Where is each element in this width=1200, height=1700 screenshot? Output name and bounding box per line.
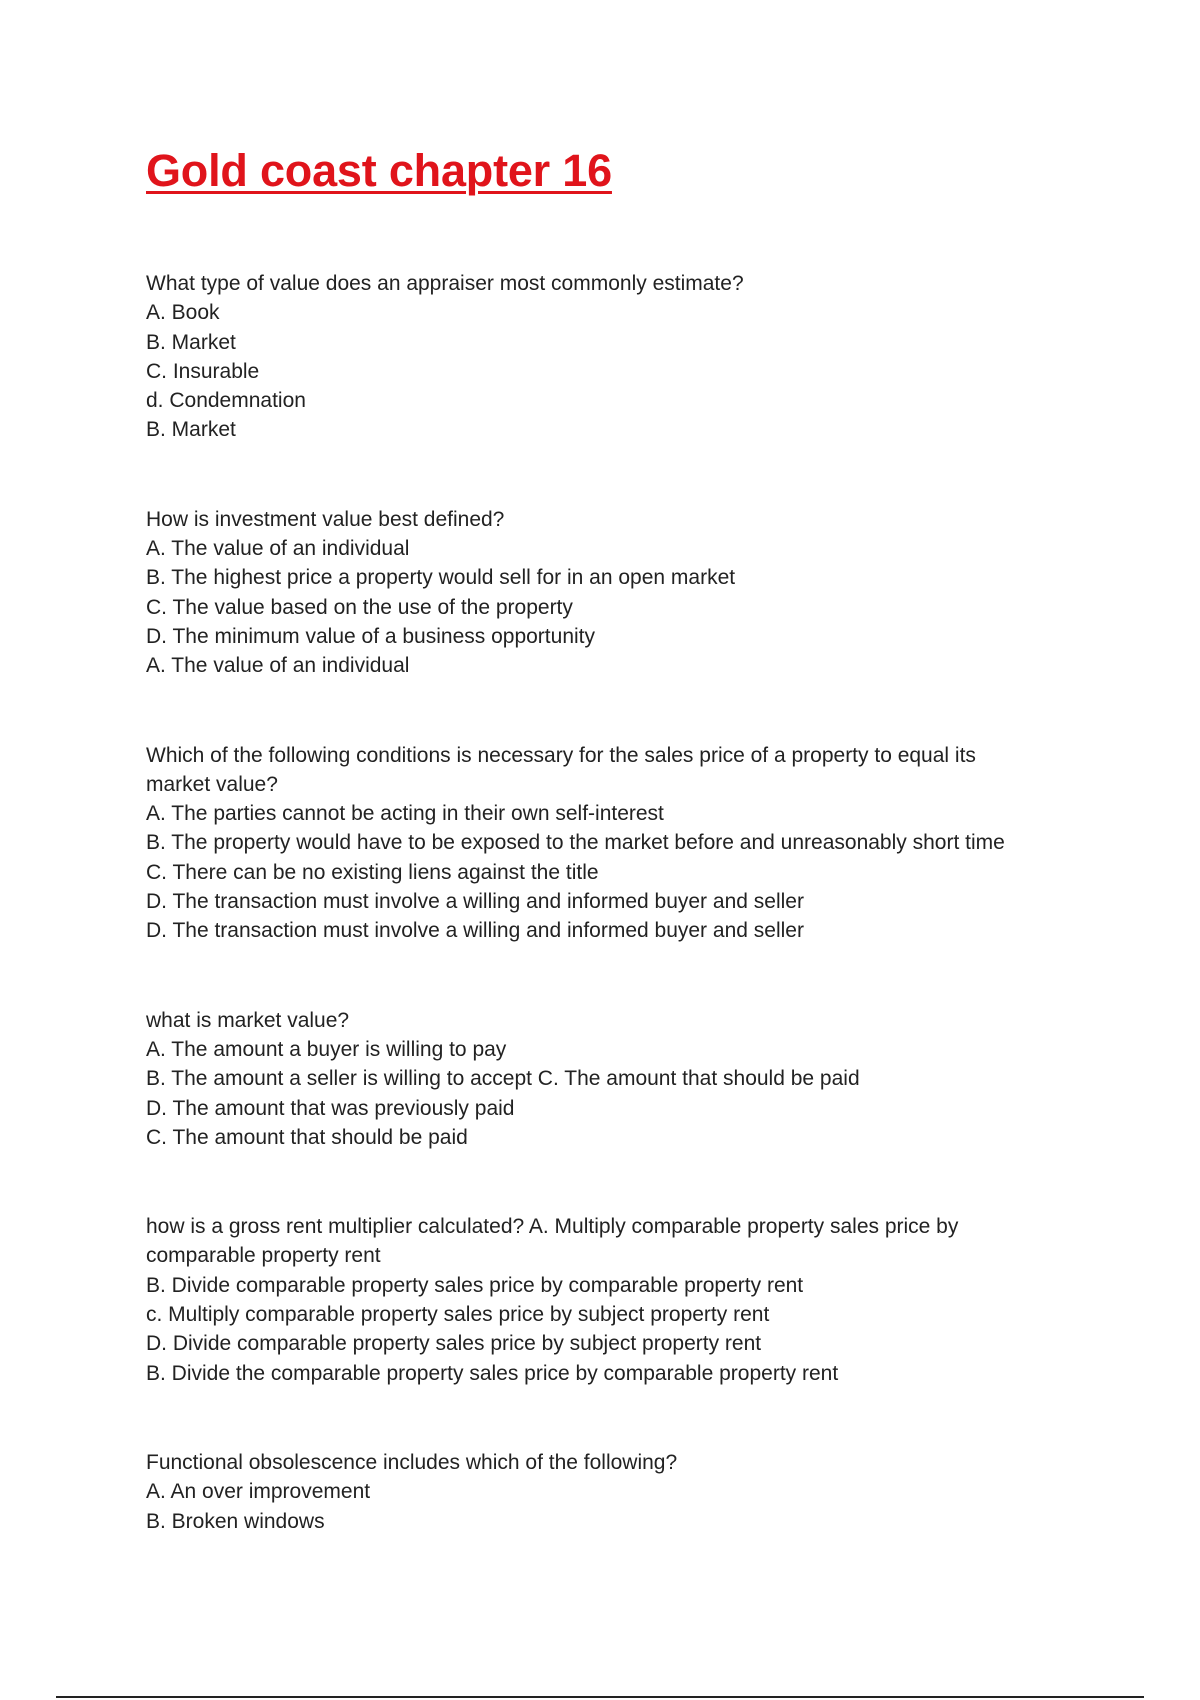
answer-option: B. Divide comparable property sales price by comparable property rent: [146, 1273, 804, 1297]
question-block: [146, 505, 1076, 681]
question-text: how is a gross rent multiplier calculated? A. Multiply comparable property sales price by: [146, 1215, 959, 1239]
answer-option: B. Market: [146, 330, 236, 354]
question-block: [146, 1212, 1076, 1388]
answer-option: B. The property would have to be exposed to the market before and unreasonably short time: [146, 831, 1005, 855]
question-block: [146, 269, 1076, 445]
answer-option: D. The amount that was previously paid: [146, 1096, 515, 1120]
question-text-continued: market value?: [146, 772, 278, 796]
answer-option: C. There can be no existing liens against the title: [146, 860, 599, 884]
page-bottom-divider: [56, 1696, 1144, 1698]
answer-option: C. The value based on the use of the property: [146, 595, 573, 619]
answer-option: B. Broken windows: [146, 1509, 325, 1533]
question-text: What type of value does an appraiser most commonly estimate?: [146, 272, 744, 295]
answer-option: B. The amount a seller is willing to accept C. The amount that should be paid: [146, 1067, 860, 1091]
answer-option: D. The minimum value of a business opportunity: [146, 624, 595, 648]
question-block: [146, 741, 1076, 946]
question-text: How is investment value best defined?: [146, 507, 505, 531]
correct-answer: B. Market: [146, 418, 236, 442]
document-title: Gold coast chapter 16: [146, 145, 612, 196]
correct-answer: B. Divide the comparable property sales price by comparable property rent: [146, 1361, 839, 1385]
question-text: Which of the following conditions is necessary for the sales price of a property to equal its: [146, 743, 976, 767]
question-block: [146, 1006, 1076, 1152]
answer-option: B. The highest price a property would sell for in an open market: [146, 566, 736, 590]
question-text-continued: comparable property rent: [146, 1244, 381, 1268]
answer-option: A. Book: [146, 301, 220, 325]
answer-option: c. Multiply comparable property sales price by subject property rent: [146, 1303, 770, 1327]
answer-option: A. The value of an individual: [146, 537, 410, 561]
correct-answer: D. The transaction must involve a willing and informed buyer and seller: [146, 919, 804, 943]
answer-option: D. The transaction must involve a willing and informed buyer and seller: [146, 890, 804, 914]
answer-option: A. An over improvement: [146, 1480, 371, 1504]
answer-option: d. Condemnation: [146, 389, 306, 413]
question-text: Functional obsolescence includes which of the following?: [146, 1450, 678, 1474]
question-list: [146, 269, 1076, 1596]
answer-option: C. Insurable: [146, 359, 260, 383]
correct-answer: C. The amount that should be paid: [146, 1125, 468, 1149]
answer-option: D. Divide comparable property sales price by subject property rent: [146, 1332, 762, 1356]
answer-option: A. The parties cannot be acting in their own self-interest: [146, 802, 664, 826]
question-block: [146, 1448, 1076, 1536]
question-text: what is market value?: [146, 1008, 350, 1032]
answer-option: A. The amount a buyer is willing to pay: [146, 1037, 507, 1061]
correct-answer: A. The value of an individual: [146, 654, 410, 678]
